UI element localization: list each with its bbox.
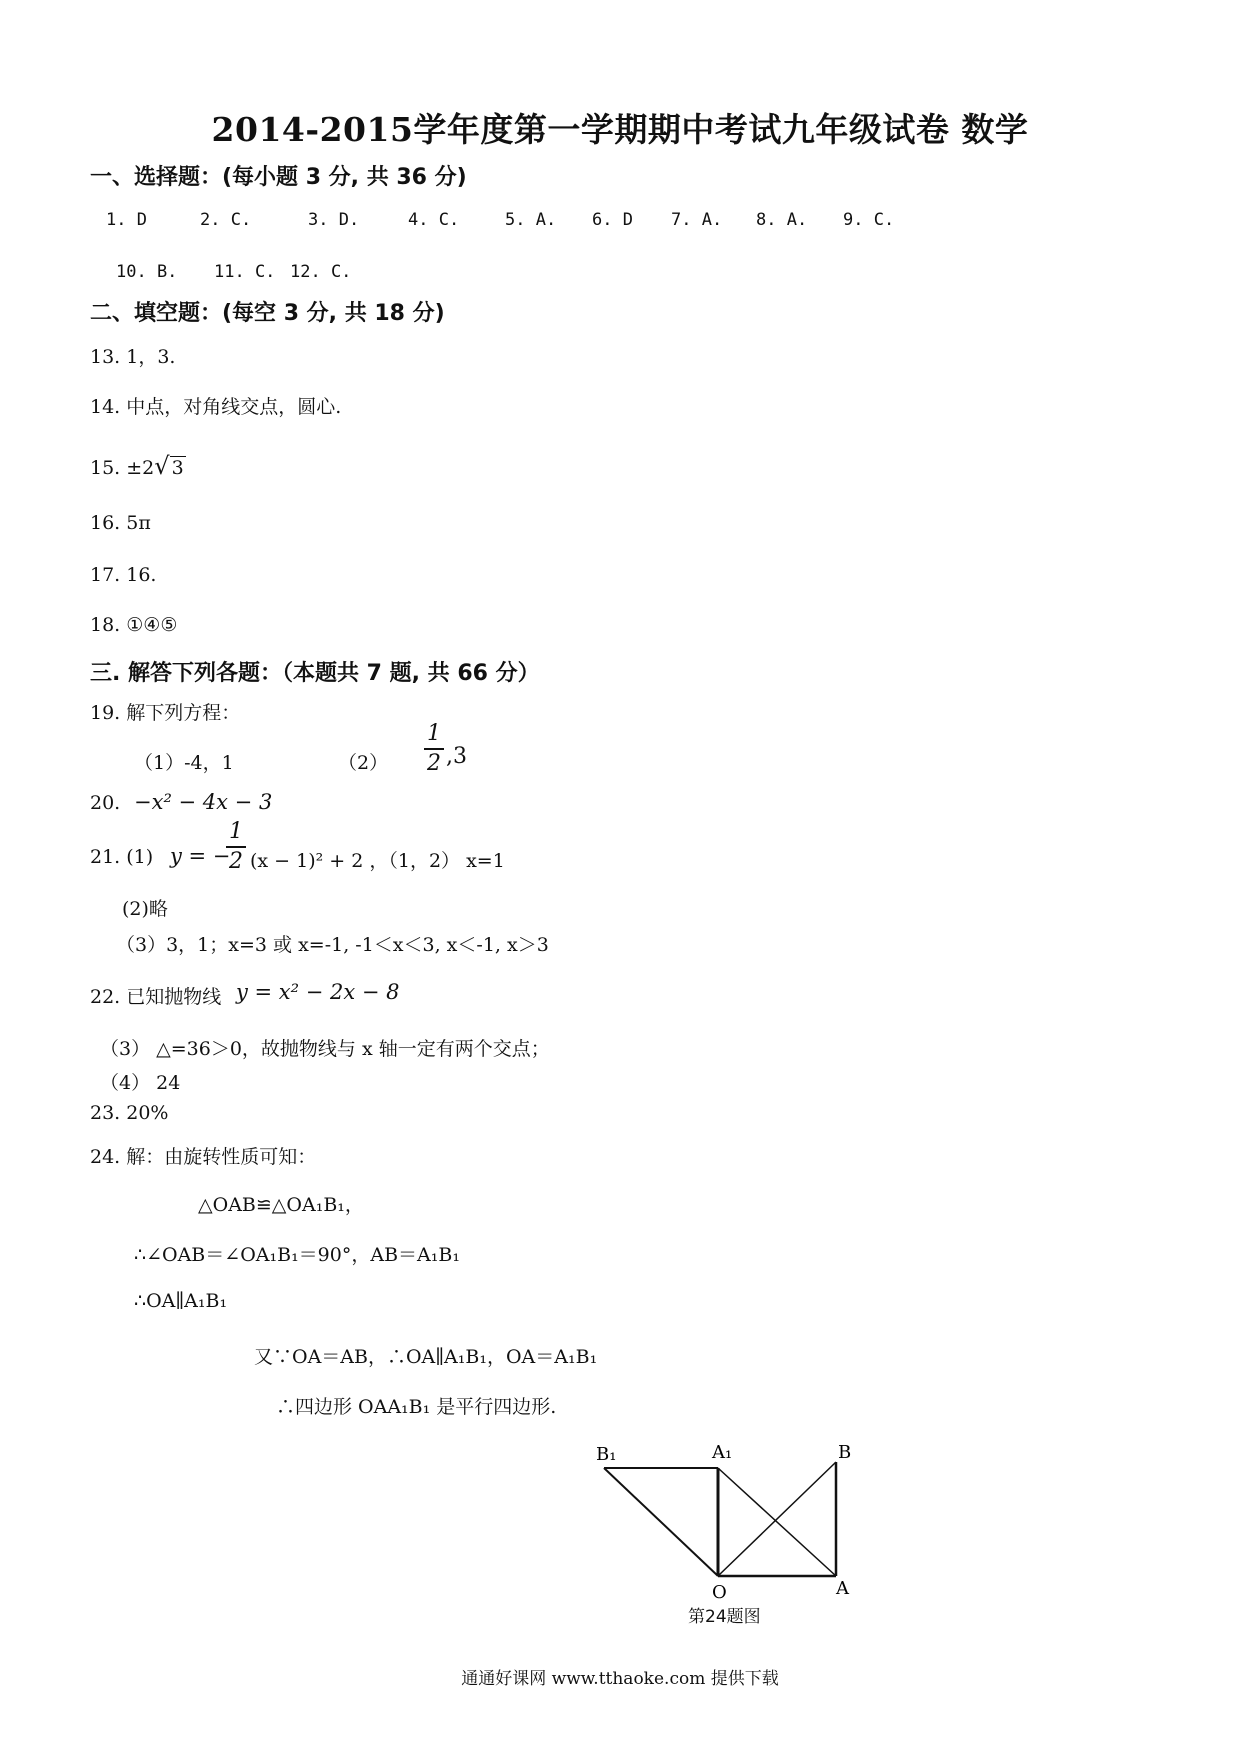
proof-line-5: ∴四边形 OAA₁B₁ 是平行四边形.	[276, 1396, 557, 1418]
label-o: O	[712, 1582, 727, 1603]
answer-19-2-label: （2）	[338, 752, 389, 774]
fraction-bar	[424, 748, 444, 750]
answer-14: 14. 中点，对角线交点，圆心.	[90, 396, 342, 418]
proof-line-3: ∴OA∥A₁B₁	[134, 1290, 228, 1312]
proof-line-1: △OAB≌△OA₁B₁，	[198, 1194, 364, 1216]
question-24: 24. 解：由旋转性质可知：	[90, 1146, 317, 1168]
answer-2: 2. C.	[200, 210, 252, 230]
answer-16: 16. 5π	[90, 512, 151, 534]
label-a: A	[836, 1578, 849, 1599]
segment-o-b	[718, 1462, 836, 1576]
fraction-numerator: 1	[427, 721, 441, 746]
answer-15-radicand: 3	[171, 457, 184, 479]
answer-21-3: （3）3，1；x=3 或 x=-1, -1＜x＜3, x＜-1, x＞3	[116, 934, 549, 956]
answer-4: 4. C.	[408, 210, 460, 230]
section2-heading: 二、填空题：(每空 3 分, 共 18 分)	[90, 301, 445, 326]
answer-19-2-fraction	[424, 722, 444, 776]
answer-18: 18. ①④⑤	[90, 614, 178, 636]
sqrt-symbol: √	[154, 452, 170, 480]
label-b1: B₁	[596, 1444, 617, 1465]
footer: 通通好课网 www.tthaoke.com 提供下载	[461, 1669, 779, 1689]
question-19: 19. 解下列方程：	[90, 702, 241, 724]
fraction-bar	[226, 846, 246, 848]
answer-21-2: (2)略	[122, 898, 168, 920]
page-title: 2014-2015学年度第一学期期中考试九年级试卷 数学	[211, 110, 1029, 149]
label-b: B	[838, 1442, 852, 1463]
proof-line-2: ∴∠OAB＝∠OA₁B₁＝90°，AB＝A₁B₁	[134, 1244, 460, 1266]
fraction-numerator: 1	[229, 819, 243, 844]
answer-21-fraction	[226, 820, 246, 874]
answer-10: 10. B.	[116, 262, 178, 282]
answer-21-lhs: y = −	[170, 844, 231, 868]
answer-13: 13. 1，3.	[90, 346, 176, 368]
answer-19-2-rest: ,3	[446, 744, 467, 769]
segment-b1-o	[604, 1468, 718, 1576]
answer-8: 8. A.	[756, 210, 808, 230]
answer-22-4: （4） 24	[100, 1072, 181, 1094]
segment-a1-a	[718, 1468, 836, 1576]
proof-line-4: 又∵OA＝AB，∴OA∥A₁B₁，OA＝A₁B₁	[254, 1346, 598, 1368]
answer-22-expr: y = x² − 2x − 8	[236, 980, 400, 1004]
answer-15-prefix: 15. ±2	[90, 457, 155, 479]
label-a1: A₁	[712, 1442, 733, 1463]
answer-22-label: 22. 已知抛物线	[90, 986, 222, 1008]
section3-heading: 三. 解答下列各题：（本题共 7 题, 共 66 分）	[90, 661, 540, 686]
answer-20-label: 20.	[90, 792, 121, 814]
answer-6: 6. D	[592, 210, 633, 230]
answer-7: 7. A.	[671, 210, 723, 230]
answer-9: 9. C.	[843, 210, 895, 230]
fraction-denominator: 2	[229, 849, 243, 874]
answer-1: 1. D	[106, 210, 147, 230]
section1-heading: 一、选择题：(每小题 3 分, 共 36 分)	[90, 165, 467, 190]
figure-caption: 第24题图	[688, 1607, 761, 1627]
answer-20-expr: −x² − 4x − 3	[134, 790, 273, 814]
answer-5: 5. A.	[505, 210, 557, 230]
answer-15	[90, 452, 186, 480]
answer-12: 12. C.	[290, 262, 352, 282]
answer-23: 23. 20%	[90, 1102, 169, 1124]
answer-19-1: （1）-4，1	[134, 752, 234, 774]
answer-22-3: （3） △=36＞0，故抛物线与 x 轴一定有两个交点；	[100, 1038, 550, 1060]
answer-21-label: 21. (1)	[90, 846, 154, 868]
answer-11: 11. C.	[214, 262, 276, 282]
answer-17: 17. 16.	[90, 564, 157, 586]
answer-21-rhs: (x − 1)² + 2 ，（1，2） x=1	[250, 850, 505, 872]
fraction-denominator: 2	[427, 751, 441, 776]
answer-3: 3. D.	[308, 210, 360, 230]
